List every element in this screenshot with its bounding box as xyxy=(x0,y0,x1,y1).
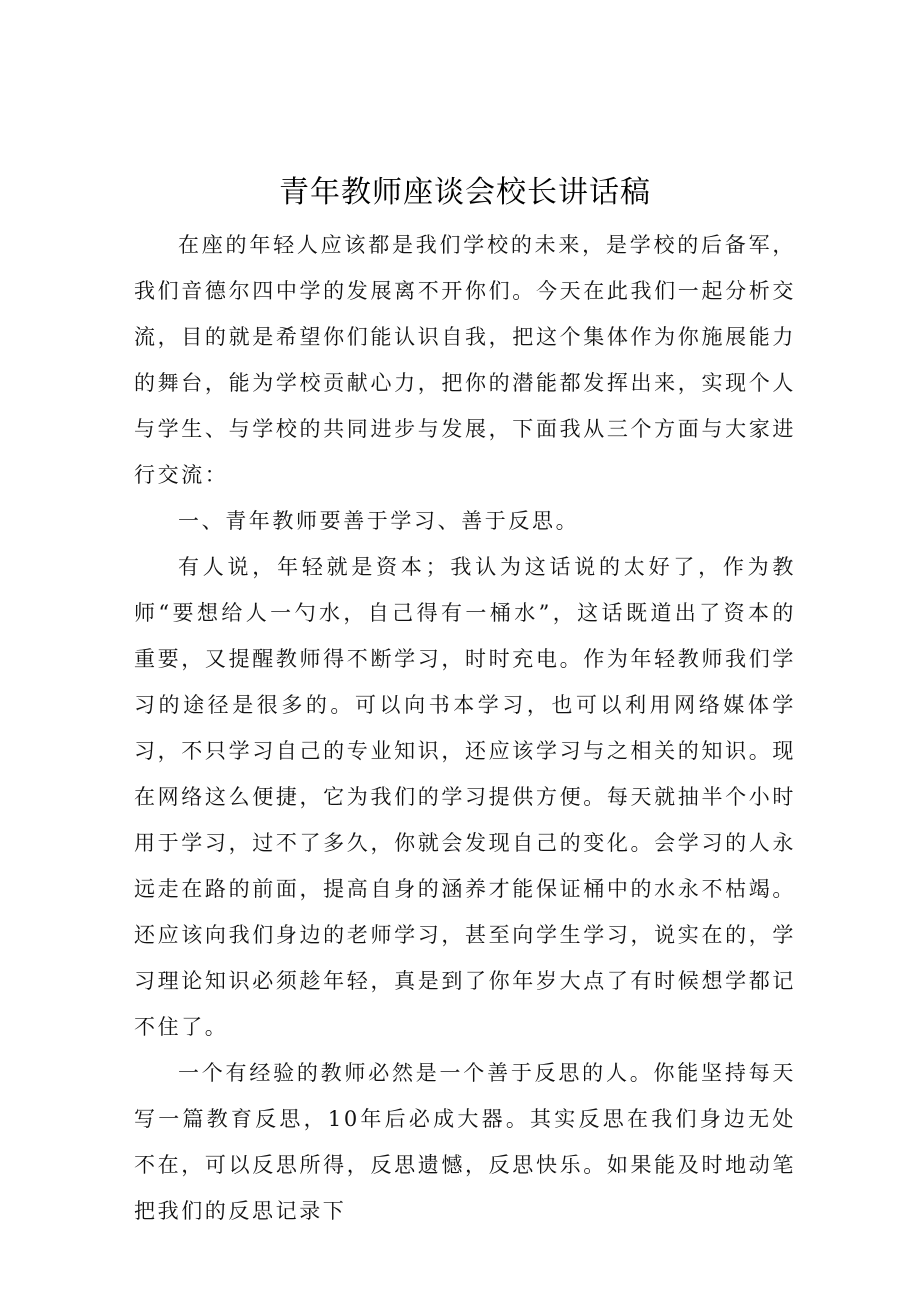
paragraph-reflection: 一个有经验的教师必然是一个善于反思的人。你能坚持每天写一篇教育反思，10年后必成大器。其实反思在我们身边无处不在，可以反思所得，反思遗憾，反思快乐。如果能及时地动笔把我们的反思记录下 xyxy=(134,1061,796,1223)
document-page xyxy=(134,170,796,1234)
paragraph-learning: 有人说，年轻就是资本；我认为这话说的太好了，作为教师“要想给人一勺水，自己得有一桶水”，这话既道出了资本的重要，又提醒教师得不断学习，时时充电。作为年轻教师我们学习的途径是很多的。可以向书本学习，也可以利用网络媒体学习，不只学习自己的专业知识，还应该学习与之相关的知识。现在网络这么便捷，它为我们的学习提供方便。每天就抽半个小时用于学习，过不了多久，你就会发现自己的变化。会学习的人永远走在路的前面，提高自身的涵养才能保证桶中的水永不枯竭。还应该向我们身边的老师学习，甚至向学生学习，说实在的，学习理论知识必须趁年轻，真是到了你年岁大点了有时候想学都记不住了。 xyxy=(134,555,796,1039)
section-heading-1: 一、青年教师要善于学习、善于反思。 xyxy=(178,509,580,533)
paragraph-intro: 在座的年轻人应该都是我们学校的未来，是学校的后备军，我们音德尔四中学的发展离不开你们。今天在此我们一起分析交流，目的就是希望你们能认识自我，把这个集体作为你施展能力的舞台，能为学校贡献心力，把你的潜能都发挥出来，实现个人与学生、与学校的共同进步与发展，下面我从三个方面与大家进行交流： xyxy=(134,233,796,487)
document-title: 青年教师座谈会校长讲话稿 xyxy=(279,175,651,210)
